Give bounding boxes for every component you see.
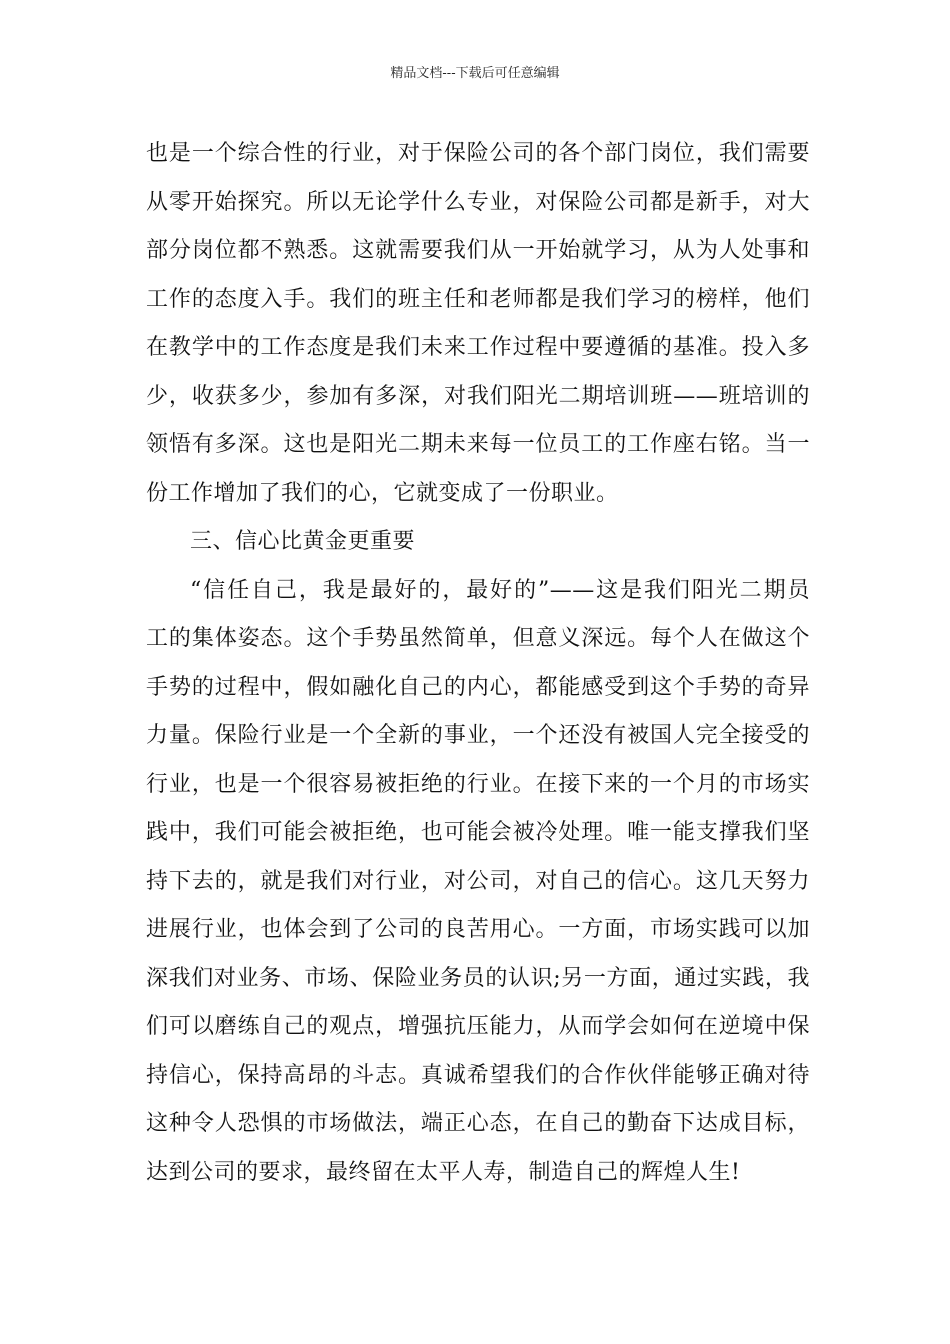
paragraph — [146, 130, 810, 518]
text-line: 手势的过程中，假如融化自己的内心，都能感受到这个手势的奇异 — [146, 674, 810, 700]
text-line: 这种令人恐惧的市场做法，端正心态，在自己的勤奋下达成目标， — [146, 1111, 810, 1136]
text-line: 在教学中的工作态度是我们未来工作过程中要遵循的基准。投入多 — [146, 335, 810, 360]
text-line: 领悟有多深。这也是阳光二期未来每一位员工的工作座右铭。当一 — [146, 432, 810, 457]
text-line: 部分岗位都不熟悉。这就需要我们从一开始就学习，从为人处事和 — [146, 238, 810, 263]
text-line: 份工作增加了我们的心，它就变成了一份职业。 — [146, 480, 619, 506]
text-line: 行业，也是一个很容易被拒绝的行业。在接下来的一个月的市场实 — [146, 771, 810, 797]
text-line: 深我们对业务、市场、保险业务员的认识;另一方面，通过实践，我 — [146, 965, 810, 991]
text-line: 持信心，保持高昂的斗志。真诚希望我们的合作伙伴能够正确对待 — [146, 1062, 810, 1088]
paragraph — [146, 567, 810, 1198]
document-body — [146, 130, 810, 1197]
text-line: 工的集体姿态。这个手势虽然简单，但意义深远。每个人在做这个 — [146, 626, 810, 651]
text-line: 力量。保险行业是一个全新的事业，一个还没有被国人完全接受的 — [146, 723, 810, 748]
page-header: 精品文档---下载后可任意编辑 — [390, 66, 560, 81]
text-line: 工作的态度入手。我们的班主任和老师都是我们学习的榜样，他们 — [146, 286, 810, 312]
text-line: 从零开始探究。所以无论学什么专业，对保险公司都是新手，对大 — [146, 189, 810, 215]
text-line: “信任自己，我是最好的，最好的”——这是我们阳光二期员 — [190, 577, 810, 603]
text-line: 进展行业，也体会到了公司的良苦用心。一方面，市场实践可以加 — [146, 917, 810, 942]
text-line: 们可以磨练自己的观点，增强抗压能力，从而学会如何在逆境中保 — [146, 1014, 810, 1039]
text-line: 达到公司的要求，最终留在太平人寿，制造自己的辉煌人生! — [146, 1159, 741, 1185]
text-line: 持下去的，就是我们对行业，对公司，对自己的信心。这几天努力 — [146, 868, 810, 894]
text-line: 少，收获多少，参加有多深，对我们阳光二期培训班——班培训的 — [146, 383, 810, 409]
text-line: 也是一个综合性的行业，对于保险公司的各个部门岗位，我们需要 — [146, 141, 810, 166]
section-heading: 三、信心比黄金更重要 — [190, 529, 416, 554]
text-line: 践中，我们可能会被拒绝，也可能会被冷处理。唯一能支撑我们坚 — [146, 820, 810, 845]
